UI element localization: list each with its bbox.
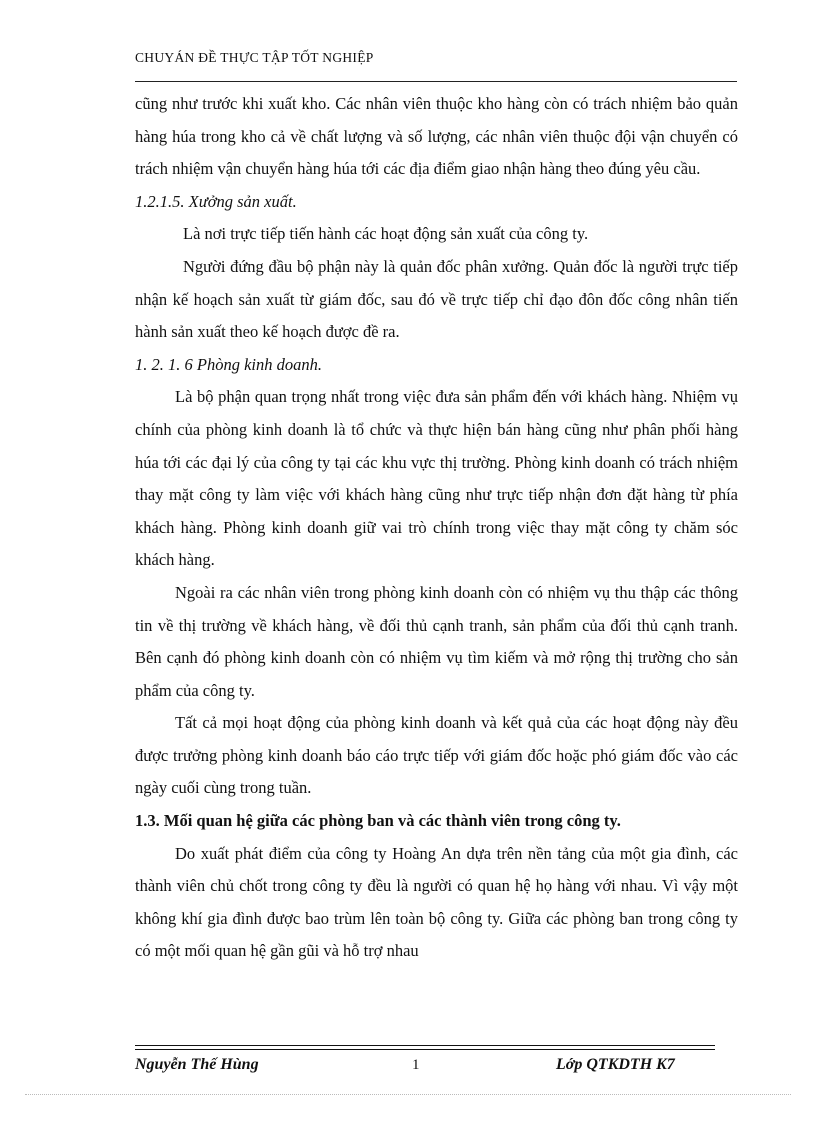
paragraph: Người đứng đầu bộ phận này là quản đốc phân xưởng. Quản đốc là người trực tiếp nhận kế hoạch sản xuất từ giám đốc, sau đó về trực tiếp chỉ đạo đôn đốc công nhân tiến hành sản xuất theo kế hoạch được đề ra. [135, 256, 738, 342]
document-body [135, 88, 738, 968]
footer-author: Nguyễn Thế Hùng [135, 1056, 259, 1073]
paragraph: Ngoài ra các nhân viên trong phòng kinh doanh còn có nhiệm vụ thu thập các thông tin về thị trường về khách hàng, về đối thủ cạnh tranh, sản phẩm của đối thủ cạnh tranh. Bên cạnh đó phòng kinh doanh còn có nhiệm vụ tìm kiếm và mở rộng thị trường cho sản phẩm của công ty. [135, 582, 738, 700]
footer-divider-thin [135, 1049, 715, 1050]
paragraph: Là nơi trực tiếp tiến hành các hoạt động sản xuất của công ty. [183, 224, 589, 244]
paragraph: Là bộ phận quan trọng nhất trong việc đưa sản phẩm đến với khách hàng. Nhiệm vụ chính của phòng kinh doanh là tổ chức và thực hiện bán hàng cũng như phân phối hàng húa tới các đại lý của công ty tại các khu vực thị trường. Phòng kinh doanh có trách nhiệm thay mặt công ty làm việc với khách hàng cũng như trực tiếp nhận đơn đặt hàng từ phía khách hàng. Phòng kinh doanh giữ vai trò chính trong việc thay mặt công ty chăm sóc khách hàng. [135, 387, 738, 570]
section-heading-phong-kinh-doanh: 1. 2. 1. 6 Phòng kinh doanh. [135, 354, 322, 374]
footer-divider-thick [135, 1045, 715, 1046]
paragraph: Do xuất phát điểm của công ty Hoàng An dựa trên nền tảng của một gia đình, các thành viên chủ chốt trong công ty đều là người có quan hệ họ hàng với nhau. Vì vậy một không khí gia đình được bao trùm lên toàn bộ công ty. Giữa các phòng ban trong công ty có một mối quan hệ gần gũi và hỗ trợ nhau [135, 843, 738, 961]
header-divider [135, 81, 737, 82]
footer-page-number: 1 [412, 1057, 420, 1073]
section-heading-moi-quan-he: 1.3. Mối quan hệ giữa các phòng ban và các thành viên trong công ty. [135, 811, 621, 831]
page-bottom-edge [25, 1094, 791, 1095]
paragraph-continuation: cũng như trước khi xuất kho. Các nhân viên thuộc kho hàng còn có trách nhiệm bảo quản hàng húa trong kho cả về chất lượng và số lượng, các nhân viên thuộc đội vận chuyển có trách nhiệm vận chuyển hàng húa tới các địa điểm giao nhận hàng theo đúng yêu cầu. [135, 94, 738, 179]
page-header-title: CHUYÁN ĐỀ THỰC TẬP TỐT NGHIỆP [135, 50, 374, 65]
paragraph: Tất cả mọi hoạt động của phòng kinh doanh và kết quả của các hoạt động này đều được trưởng phòng kinh doanh báo cáo trực tiếp với giám đốc hoặc phó giám đốc vào các ngày cuối cùng trong tuần. [135, 713, 738, 798]
footer-class-name: Lớp QTKDTH K7 [556, 1056, 675, 1073]
section-heading-xuong-san-xuat: 1.2.1.5. Xưởng sản xuất. [135, 191, 297, 211]
